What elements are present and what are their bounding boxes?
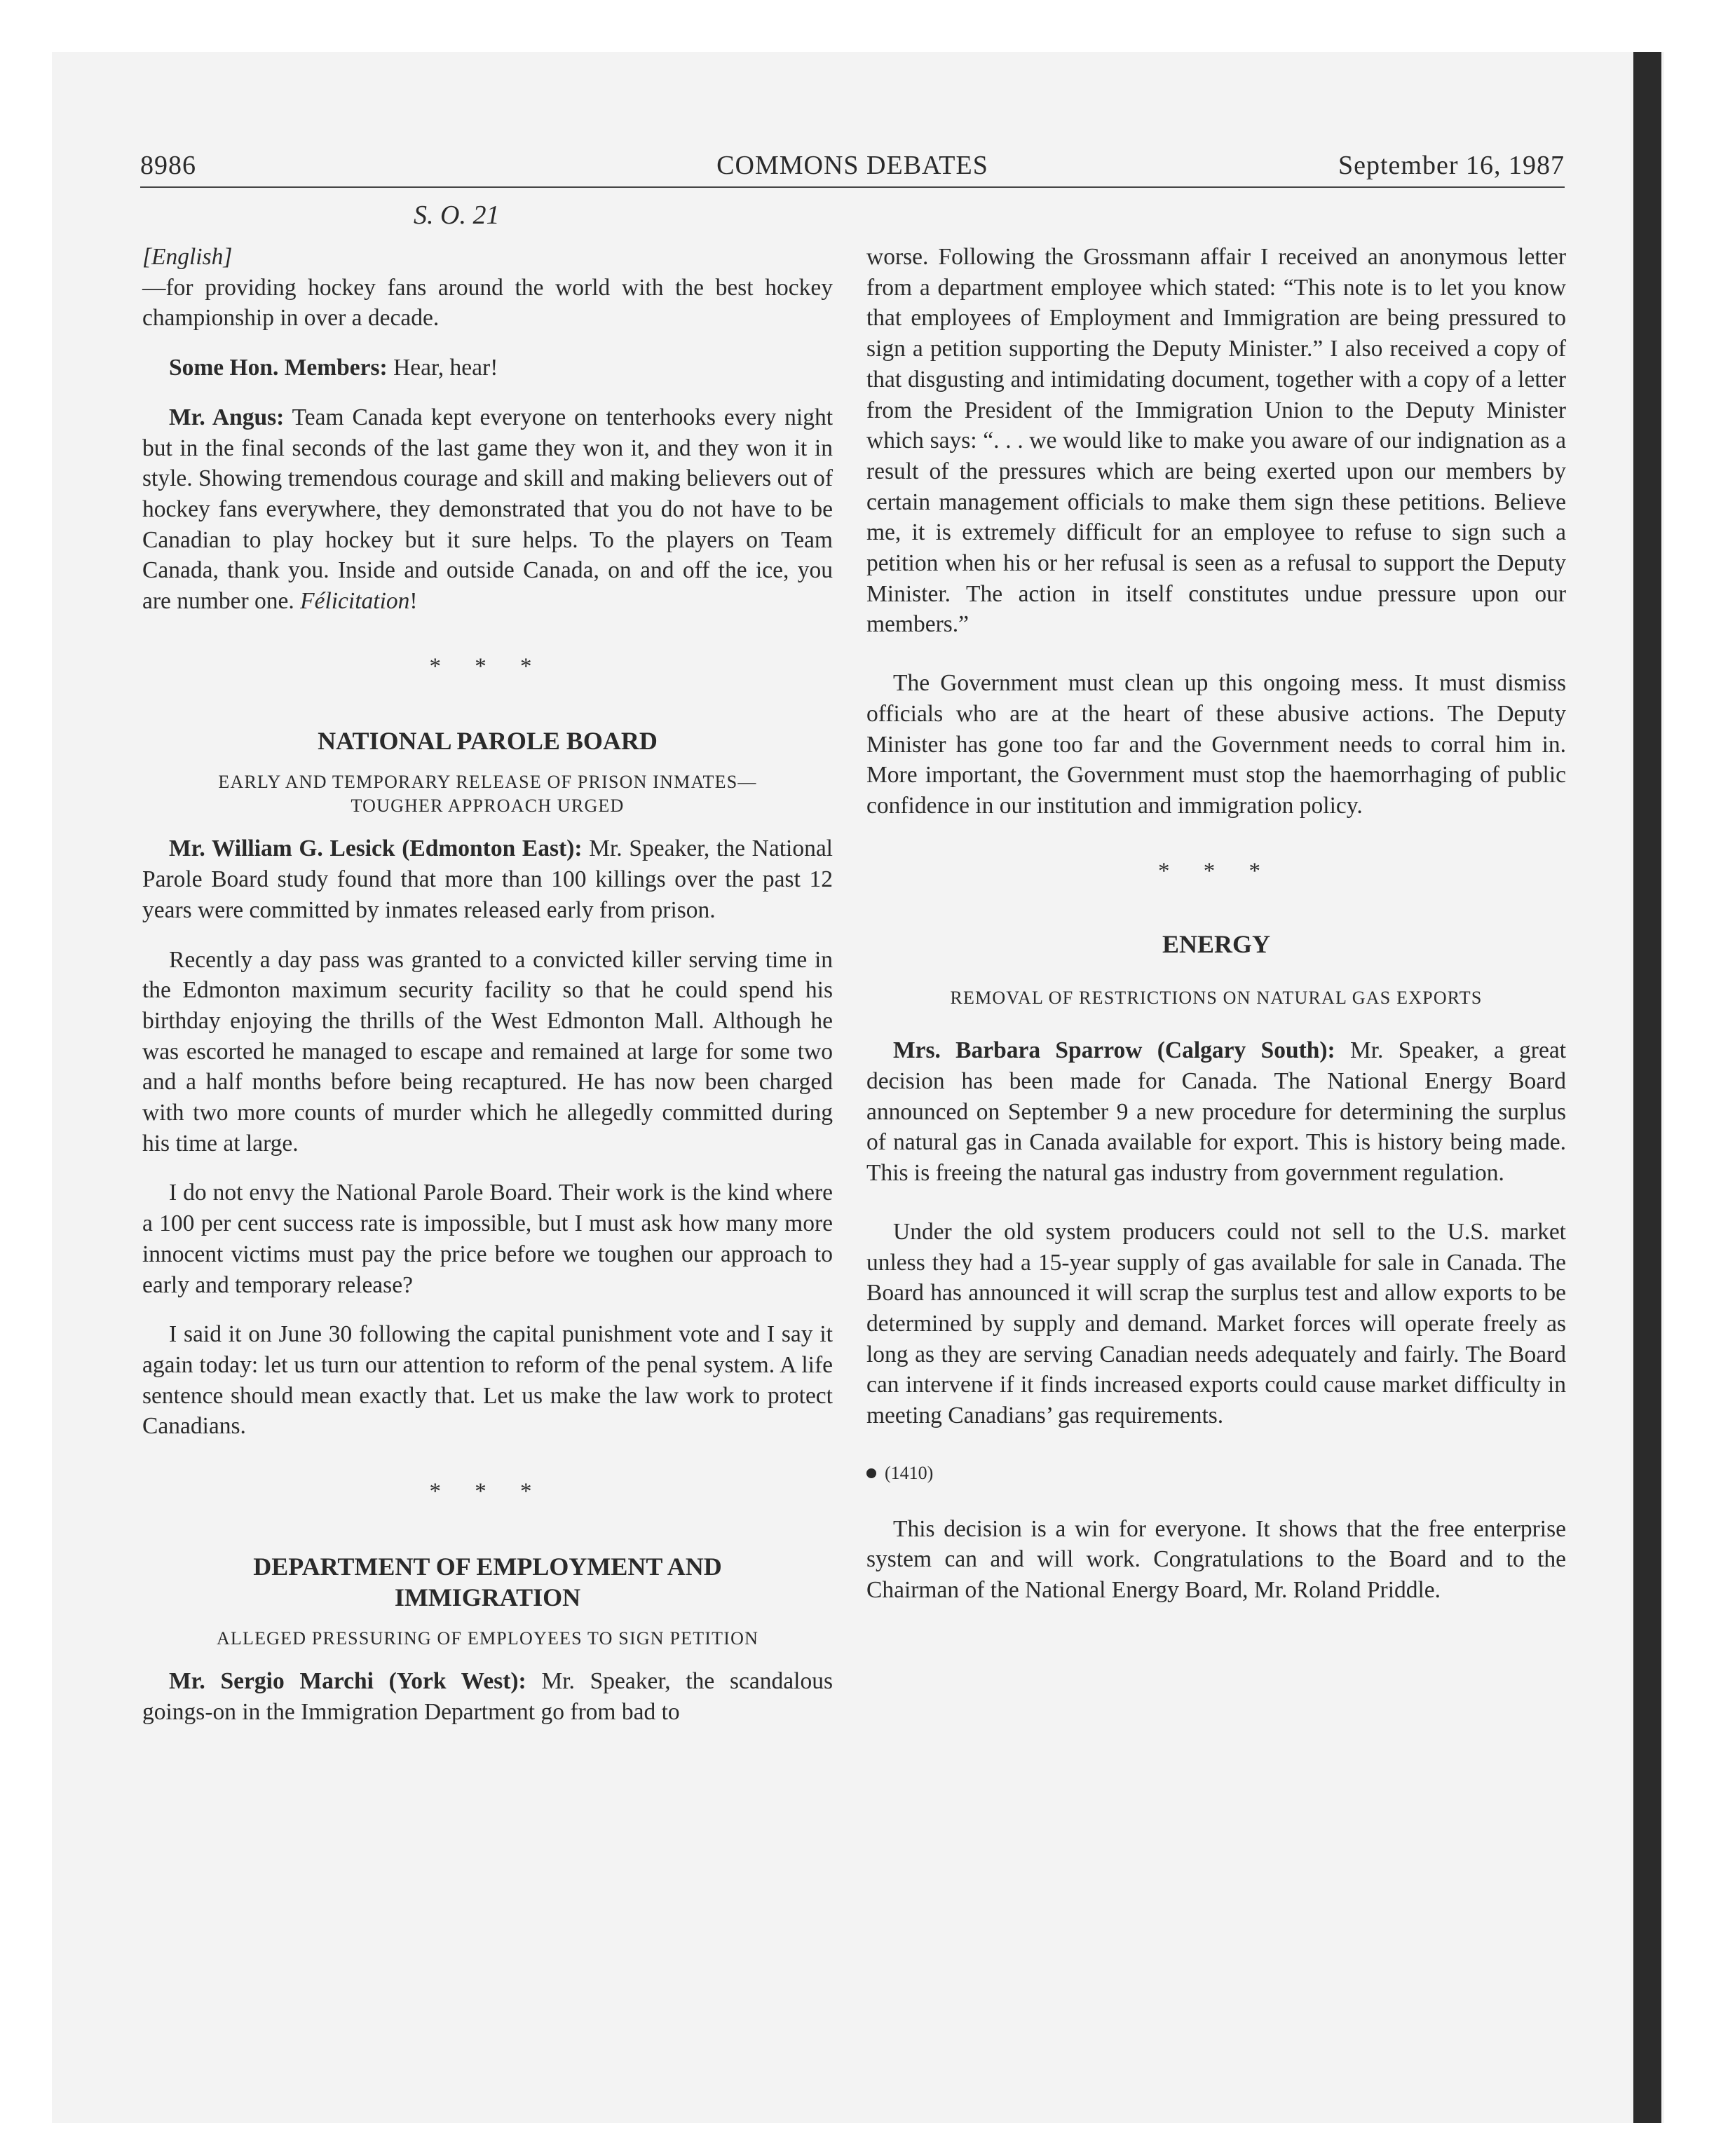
speech-text: Mr. Speaker, a great decision has been made for Canada. The National Energy Board announced on September 9 a new procedure for determining the surplus of natural gas in Canada available for export. This is history being made. This is freeing the natural gas industry from government regulation. xyxy=(866,1037,1566,1187)
section-divider: * * * xyxy=(429,653,546,679)
section-heading: ENERGY xyxy=(1162,930,1271,959)
italic-word: Félicitation xyxy=(300,588,410,615)
paragraph xyxy=(142,353,833,383)
section-heading: NATIONAL PAROLE BOARD xyxy=(318,727,658,756)
paragraph: Under the old system producers could not sell to the U.S. market unless they had a 15-year supply of gas available for sale in Canada. The Board has announced it will scrap the surplus test and allow exports to be determined by supply and demand. Market forces will operate freely as long as they are serving Canadian needs adequately and fairly. The Board can intervene if it finds increased exports could cause market difficulty in meeting Canadians’ gas requirements. xyxy=(866,1218,1566,1429)
right-column xyxy=(866,242,1566,1606)
section-subheading: REMOVAL OF RESTRICTIONS ON NATURAL GAS EXPORTS xyxy=(950,988,1483,1009)
paragraph: I said it on June 30 following the capital punishment vote and I say it again today: let us turn our attention to reform of the penal system. A life sentence should mean exactly that. Let us make the law work to protect Canadians. xyxy=(142,1321,833,1440)
binding-edge xyxy=(1633,52,1661,2123)
speech-text: Mr. Speaker, the scandalous goings-on in the Immigration Department go from bad to xyxy=(142,1667,833,1725)
page-number: 8986 xyxy=(140,151,196,180)
speaker-name: Mrs. Barbara Sparrow (Calgary South): xyxy=(893,1037,1335,1064)
section-subheading: ALLEGED PRESSURING OF EMPLOYEES TO SIGN PETITION xyxy=(216,1628,759,1649)
speech-text: Mr. Speaker, the National Parole Board study found that more than 100 killings over the past 12 years were committed by inmates released early from prison. xyxy=(142,835,833,923)
section-subheading: EARLY AND TEMPORARY RELEASE OF PRISON INMATES— TOUGHER APPROACH URGED xyxy=(218,772,757,817)
section-divider: * * * xyxy=(1158,858,1274,884)
paragraph xyxy=(142,833,833,925)
publication-title: COMMONS DEBATES xyxy=(716,151,988,180)
speaker-name: Mr. William G. Lesick (Edmonton East): xyxy=(169,835,583,862)
paragraph: Recently a day pass was granted to a convicted killer serving time in the Edmonton maximum security facility so that he could spend his birthday enjoying the thrills of the West Edmonton Mall. Although he was escorted he managed to escape and remained at large for some two and a half months before being recaptured. He has now been charged with two more counts of murder which he allegedly committed during his time at large. xyxy=(142,946,833,1157)
paragraph: This decision is a win for everyone. It shows that the free enterprise system can and will work. Congratulations to the Board and to the Chairman of the National Energy Board, Mr. Roland Priddle. xyxy=(866,1515,1566,1603)
speaker-name: Mr. Angus: xyxy=(169,404,285,430)
paragraph xyxy=(866,1035,1566,1189)
paragraph: The Government must clean up this ongoing mess. It must dismiss officials who are at the heart of these abusive actions. The Deputy Minister has gone too far and the Government needs to corral him in. More important, the Government must stop the haemorrhaging of public confidence in our institution and immigration policy. xyxy=(866,670,1566,819)
standing-order: S. O. 21 xyxy=(414,200,500,230)
time-marker xyxy=(866,1456,1566,1489)
left-column xyxy=(142,242,833,1727)
speech-text: Hear, hear! xyxy=(387,355,498,381)
time-marker-text: (1410) xyxy=(885,1462,934,1483)
paragraph: I do not envy the National Parole Board. Their work is the kind where a 100 per cent success rate is impossible, but I must ask how many more innocent victims must pay the price before we toughen our approach to early and temporary release? xyxy=(142,1180,833,1298)
paragraph: worse. Following the Grossmann affair I received an anonymous letter from a department employee which stated: “This note is to let you know that employees of Employment and Immigration are being pressured to sign a petition supporting the Deputy Minister.” I also received a copy of that disgusting and intimidating document, together with a copy of a letter from the President of the Immigration Union to the Deputy Minister which says: “. . . we would like to make you aware of our indignation as a result of the pressures which are being exerted upon our members by certain management officials to make them sign these petitions. Believe me, it is extremely difficult for an employee to refuse to sign such a petition when his or her refusal is seen as a refusal to support the Deputy Minister. The action in itself constitutes undue pressure upon our members.” xyxy=(866,244,1566,638)
speaker-name: Some Hon. Members: xyxy=(169,355,388,381)
language-tag: [English] xyxy=(142,244,233,270)
speaker-name: Mr. Sergio Marchi (York West): xyxy=(169,1667,526,1694)
paragraph xyxy=(142,402,833,617)
page-header xyxy=(140,147,1565,188)
speech-text-end: ! xyxy=(409,588,418,615)
paragraph xyxy=(142,1666,833,1727)
speech-text: Team Canada kept everyone on tenterhooks every night but in the final seconds of the last game they won it, and they won it in style. Showing tremendous courage and skill and making believers out of hockey fans everywhere, they demonstrated that you do not have to be Canadian to play hockey but it sure helps. To the players on Team Canada, thank you. Inside and outside Canada, on and off the ice, you are number one. xyxy=(142,404,833,615)
page-date: September 16, 1987 xyxy=(1338,151,1565,180)
bullet-icon xyxy=(866,1468,876,1478)
section-heading: DEPARTMENT OF EMPLOYMENT AND IMMIGRATION xyxy=(253,1552,722,1611)
paragraph: —for providing hockey fans around the world with the best hockey championship in over a decade. xyxy=(142,274,833,332)
section-divider: * * * xyxy=(429,1479,546,1505)
